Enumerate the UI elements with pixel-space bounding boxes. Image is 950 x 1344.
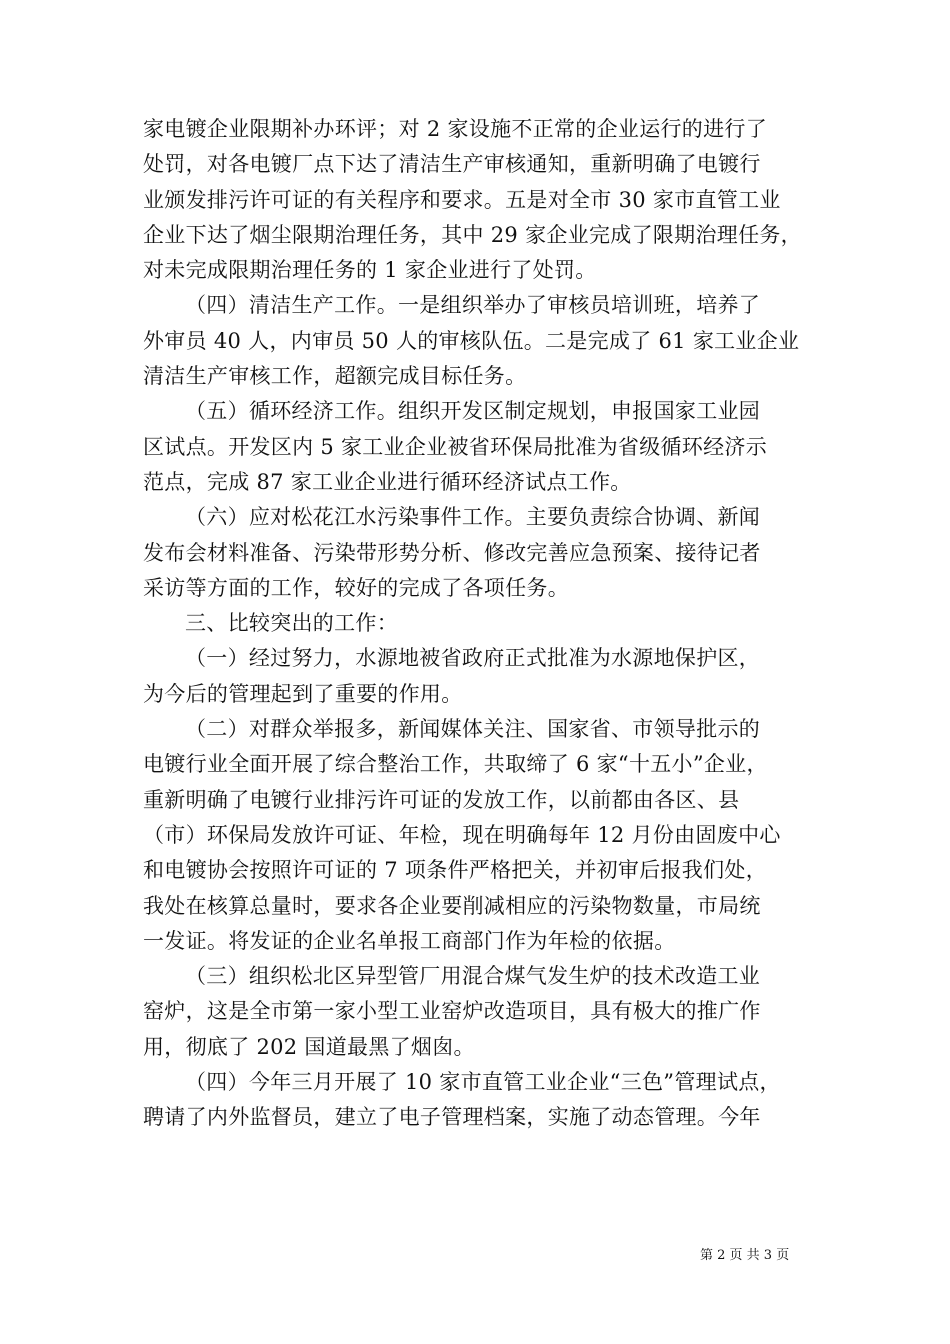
document-body [143, 112, 811, 1136]
text-line: 家电镀企业限期补办环评；对 2 家设施不正常的企业运行的进行了 [143, 117, 768, 141]
text-line: （二）对群众举报多，新闻媒体关注、国家省、市领导批示的 [185, 717, 761, 742]
text-line: 企业下达了烟尘限期治理任务，其中 29 家企业完成了限期治理任务， [143, 222, 802, 247]
text-line: （一）经过努力，水源地被省政府正式批准为水源地保护区， [185, 646, 761, 671]
text-line: 区试点。开发区内 5 家工业企业被省环保局批准为省级循环经济示 [143, 434, 768, 459]
text-line: 为今后的管理起到了重要的作用。 [143, 681, 463, 706]
text-line: 聘请了内外监督员，建立了电子管理档案，实施了动态管理。今年 [143, 1105, 761, 1130]
text-line: 三、比较突出的工作： [185, 611, 398, 636]
text-line: （三）组织松北区异型管厂用混合煤气发生炉的技术改造工业 [185, 964, 761, 989]
text-line: 范点，完成 87 家工业企业进行循环经济试点工作。 [143, 469, 632, 494]
page-number: 第 2 页 共 3 页 [700, 1248, 790, 1263]
text-line: 业颁发排污许可证的有关程序和要求。五是对全市 30 家市直管工业 [143, 187, 781, 212]
text-line: （四）今年三月开展了 10 家市直管工业企业“三色”管理试点， [185, 1070, 781, 1095]
text-line: 清洁生产审核工作，超额完成目标任务。 [143, 364, 527, 389]
text-line: 电镀行业全面开展了综合整治工作，共取缔了 6 家“十五小”企业， [143, 752, 768, 777]
text-line: 处罚，对各电镀厂点下达了清洁生产审核通知，重新明确了电镀行 [143, 152, 761, 177]
text-line: 我处在核算总量时，要求各企业要削减相应的污染物数量，市局统 [143, 893, 761, 918]
text-line: 采访等方面的工作，较好的完成了各项任务。 [143, 575, 569, 600]
text-line: （四）清洁生产工作。一是组织举办了审核员培训班，培养了 [185, 293, 761, 318]
text-line: （六）应对松花江水污染事件工作。主要负责综合协调、新闻 [185, 505, 761, 530]
text-line: 对未完成限期治理任务的 1 家企业进行了处罚。 [143, 258, 597, 283]
text-line: 窑炉，这是全市第一家小型工业窑炉改造项目，具有极大的推广作 [143, 999, 761, 1024]
text-line: 和电镀协会按照许可证的 7 项条件严格把关，并初审后报我们处， [143, 858, 768, 883]
text-line: 一发证。将发证的企业名单报工商部门作为年检的依据。 [143, 928, 676, 953]
text-line: 重新明确了电镀行业排污许可证的发放工作，以前都由各区、县 [143, 787, 740, 812]
text-line: 用，彻底了 202 国道最黑了烟囱。 [143, 1034, 475, 1059]
text-line: （五）循环经济工作。组织开发区制定规划，申报国家工业园 [185, 399, 761, 424]
text-line: 外审员 40 人，内审员 50 人的审核队伍。二是完成了 61 家工业企业 [143, 328, 800, 353]
text-line: （市）环保局发放许可证、年检，现在明确每年 12 月份由固废中心 [143, 822, 781, 847]
text-line: 发布会材料准备、污染带形势分析、修改完善应急预案、接待记者 [143, 540, 761, 565]
